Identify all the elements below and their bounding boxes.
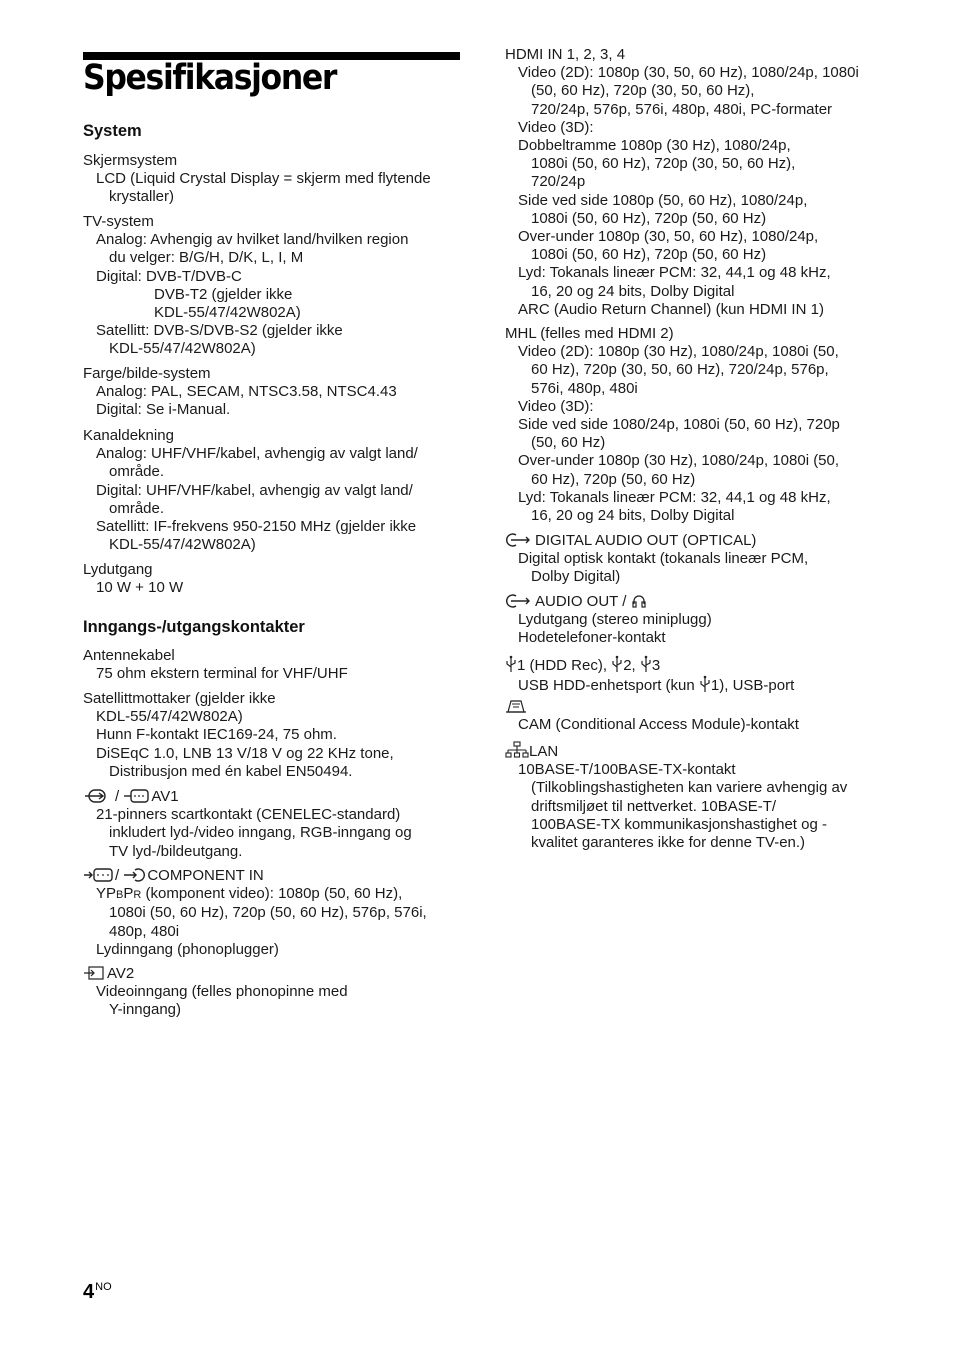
spec-label: Satellittmottaker (gjelder ikke <box>83 690 276 707</box>
spec-value: område. <box>109 499 165 517</box>
spec-label-row <box>83 867 461 885</box>
component-video-icon <box>83 867 113 883</box>
spec-value: 75 ohm ekstern terminal for VHF/UHF <box>96 665 348 683</box>
component-separator: / <box>115 867 120 884</box>
audio-output-icon <box>505 532 533 548</box>
ypbpr-b: B <box>116 889 124 902</box>
spec-value: (50, 60 Hz) <box>531 434 606 452</box>
spec-label-row <box>505 655 897 675</box>
usb-port-3: 3 <box>651 657 661 674</box>
spec-av2 <box>83 965 461 1020</box>
spec-value: 1080i (50, 60 Hz), 720p (30, 50, 60 Hz), <box>531 155 796 173</box>
spec-label-row <box>505 532 897 550</box>
spec-value: Analog: Avhengig av hvilket land/hvilken region <box>96 231 409 249</box>
spec-mhl <box>505 325 897 525</box>
spec-value: Digital optisk kontakt (tokanals lineær PCM, <box>518 550 809 568</box>
spec-label: HDMI IN 1, 2, 3, 4 <box>505 46 626 63</box>
spec-color-system <box>83 365 461 420</box>
scart-in-out-icon <box>83 788 113 804</box>
spec-label: Kanaldekning <box>83 427 174 444</box>
spec-value: 60 Hz), 720p (50, 60 Hz) <box>531 470 696 488</box>
usb-icon <box>640 655 652 673</box>
spec-value: 720/24p <box>531 173 586 191</box>
spec-value: 10 W + 10 W <box>96 579 184 597</box>
spec-value: 16, 20 og 24 bits, Dolby Digital <box>531 507 735 525</box>
spec-label: Antennekabel <box>83 647 175 664</box>
spec-value: Over-under 1080p (30 Hz), 1080/24p, 1080i (50, <box>518 452 840 470</box>
usb-desc: 1), USB-port <box>710 677 795 695</box>
usb-icon <box>611 655 623 673</box>
spec-value: Lydinngang (phonoplugger) <box>96 940 279 958</box>
spec-value: CAM (Conditional Access Module)-kontakt <box>518 716 799 734</box>
lan-label: LAN <box>529 743 559 760</box>
spec-value: Analog: PAL, SECAM, NTSC3.58, NTSC4.43 <box>96 383 397 401</box>
ypbpr-y: YP <box>96 885 117 903</box>
spec-value: Lyd: Tokanals lineær PCM: 32, 44,1 og 48 kHz, <box>518 488 831 506</box>
spec-value <box>83 885 461 904</box>
spec-audio-output <box>83 561 461 597</box>
audio-output-icon <box>505 593 533 609</box>
spec-value: KDL-55/47/42W802A) <box>109 340 256 358</box>
section-heading-system: System <box>83 122 142 140</box>
av1-label: AV1 <box>151 788 179 805</box>
spec-value <box>505 675 897 695</box>
usb-icon <box>699 675 711 693</box>
page-number-value: 4 <box>83 1281 95 1303</box>
usb-port-1: 1 (HDD Rec), <box>517 657 608 674</box>
spec-value: Distribusjon med én kabel EN50494. <box>109 762 353 780</box>
usb-icon <box>505 655 517 673</box>
spec-label-row <box>505 741 897 761</box>
spec-value: Digital: DVB-T/DVB-C <box>96 267 242 285</box>
spec-value: inkludert lyd-/video inngang, RGB-inngang og <box>109 824 412 842</box>
spec-value: Analog: UHF/VHF/kabel, avhengig av valgt land/ <box>96 445 418 463</box>
spec-value: 1080i (50, 60 Hz), 720p (50, 60 Hz), 576p, 576i, <box>109 904 427 922</box>
spec-value: Y-inngang) <box>109 1001 182 1019</box>
spec-label-row <box>505 593 897 611</box>
spec-value: 1080i (50, 60 Hz), 720p (50, 60 Hz) <box>531 209 767 227</box>
spec-antenna <box>83 647 461 683</box>
spec-label-row <box>83 788 461 806</box>
spec-cam <box>505 698 897 734</box>
component-label: COMPONENT IN <box>147 867 264 884</box>
headphones-icon <box>631 593 647 609</box>
spec-value: område. <box>109 463 165 481</box>
spec-value: (Tilkoblingshastigheten kan variere avhengig av <box>531 779 848 797</box>
spec-value: LCD (Liquid Crystal Display = skjerm med flytende <box>96 170 431 188</box>
spec-value: 720/24p, 576p, 576i, 480p, 480i, PC-formater <box>531 100 833 118</box>
spec-satellite-receiver <box>83 690 461 781</box>
lan-network-icon <box>505 741 529 759</box>
spec-value: Videoinngang (felles phonopinne med <box>96 983 348 1001</box>
spec-value: Dobbeltramme 1080p (30 Hz), 1080/24p, <box>518 137 791 155</box>
spec-value: 480p, 480i <box>109 922 180 940</box>
spec-value: Hodetelefoner-kontakt <box>518 629 666 647</box>
av1-separator: / <box>115 788 120 805</box>
spec-value: Satellitt: DVB-S/DVB-S2 (gjelder ikke <box>96 322 343 340</box>
spec-label-row <box>505 698 897 716</box>
usb-port-2: 2, <box>623 657 636 674</box>
spec-label: Farge/bilde-system <box>83 365 211 382</box>
spec-value: Lydutgang (stereo miniplugg) <box>518 611 712 629</box>
spec-audio-out <box>505 593 897 648</box>
spec-label-row <box>83 965 461 983</box>
spec-value: KDL-55/47/42W802A) <box>109 536 256 554</box>
spec-value: TV lyd-/bildeutgang. <box>109 842 243 860</box>
optical-label: DIGITAL AUDIO OUT (OPTICAL) <box>535 532 757 549</box>
spec-value: 21-pinners scartkontakt (CENELEC-standard) <box>96 806 401 824</box>
page-title: Spesifikasjoner <box>83 58 337 98</box>
video-input-icon <box>83 965 105 981</box>
spec-value: 60 Hz), 720p (30, 50, 60 Hz), 720/24p, 576p, <box>531 361 829 379</box>
spec-value: Dolby Digital) <box>531 568 621 586</box>
spec-value: Video (3D): <box>518 397 594 415</box>
spec-value: KDL-55/47/42W802A) <box>154 304 301 322</box>
spec-tv-system <box>83 213 461 359</box>
spec-hdmi-in <box>505 46 897 319</box>
section-heading-io: Inngangs-/utgangskontakter <box>83 618 305 636</box>
spec-lan <box>505 741 897 852</box>
spec-value: 10BASE-T/100BASE-TX-kontakt <box>518 761 736 779</box>
usb-desc: USB HDD-enhetsport (kun <box>518 677 695 695</box>
spec-value: Video (2D): 1080p (30 Hz), 1080/24p, 1080i (50, <box>518 343 839 361</box>
page-language-code: NO <box>95 1281 112 1293</box>
spec-value: 16, 20 og 24 bits, Dolby Digital <box>531 282 735 300</box>
spec-value: du velger: B/G/H, D/K, L, I, M <box>109 249 304 267</box>
page-number <box>83 1281 112 1304</box>
spec-value: driftsmiljøet til nettverket. 10BASE-T/ <box>531 797 777 815</box>
spec-value: KDL-55/47/42W802A) <box>96 708 243 726</box>
spec-screen-system <box>83 152 461 207</box>
spec-value: (50, 60 Hz), 720p (30, 50, 60 Hz), <box>531 82 755 100</box>
spec-value: Digital: Se i-Manual. <box>96 401 231 419</box>
ypbpr-rest: (komponent video): 1080p (50, 60 Hz), <box>141 885 403 903</box>
component-input-icon <box>123 867 145 883</box>
spec-value: Lyd: Tokanals lineær PCM: 32, 44,1 og 48 kHz, <box>518 264 831 282</box>
spec-value: Side ved side 1080/24p, 1080i (50, 60 Hz), 720p <box>518 416 840 434</box>
spec-label: Skjermsystem <box>83 152 178 169</box>
scart-out-icon <box>123 788 149 804</box>
spec-value: Satellitt: IF-frekvens 950-2150 MHz (gjelder ikke <box>96 518 417 536</box>
spec-value: Side ved side 1080p (50, 60 Hz), 1080/24p, <box>518 191 808 209</box>
ypbpr-p: P <box>123 885 134 903</box>
spec-value: Video (2D): 1080p (30, 50, 60 Hz), 1080/24p, 1080i <box>518 64 859 82</box>
spec-value: 100BASE-TX kommunikasjonshastighet og - <box>531 815 827 833</box>
spec-value: Video (3D): <box>518 118 594 136</box>
spec-value: kvalitet garanteres ikke for denne TV-en.) <box>531 834 806 852</box>
spec-value: DiSEqC 1.0, LNB 13 V/18 V og 22 KHz tone, <box>96 744 394 762</box>
spec-av1 <box>83 788 461 861</box>
spec-value: Hunn F-kontakt IEC169-24, 75 ohm. <box>96 726 337 744</box>
spec-label: Lydutgang <box>83 561 153 578</box>
spec-label: TV-system <box>83 213 154 230</box>
spec-value: ARC (Audio Return Channel) (kun HDMI IN 1) <box>518 300 824 318</box>
spec-value: 576i, 480p, 480i <box>531 379 638 397</box>
spec-label: MHL (felles med HDMI 2) <box>505 325 674 342</box>
spec-value: Over-under 1080p (30, 50, 60 Hz), 1080/24p, <box>518 228 819 246</box>
av2-label: AV2 <box>107 965 135 982</box>
spec-usb <box>505 655 897 695</box>
spec-optical-out <box>505 532 897 587</box>
ypbpr-r: R <box>133 889 142 902</box>
cam-slot-icon <box>505 698 527 714</box>
spec-value: DVB-T2 (gjelder ikke <box>154 285 293 303</box>
spec-value: Digital: UHF/VHF/kabel, avhengig av valgt land/ <box>96 481 413 499</box>
spec-channel-coverage <box>83 427 461 554</box>
audio-out-label: AUDIO OUT / <box>535 593 627 610</box>
spec-value: krystaller) <box>109 188 175 206</box>
spec-component-in <box>83 867 461 959</box>
spec-value: 1080i (50, 60 Hz), 720p (50, 60 Hz) <box>531 246 767 264</box>
